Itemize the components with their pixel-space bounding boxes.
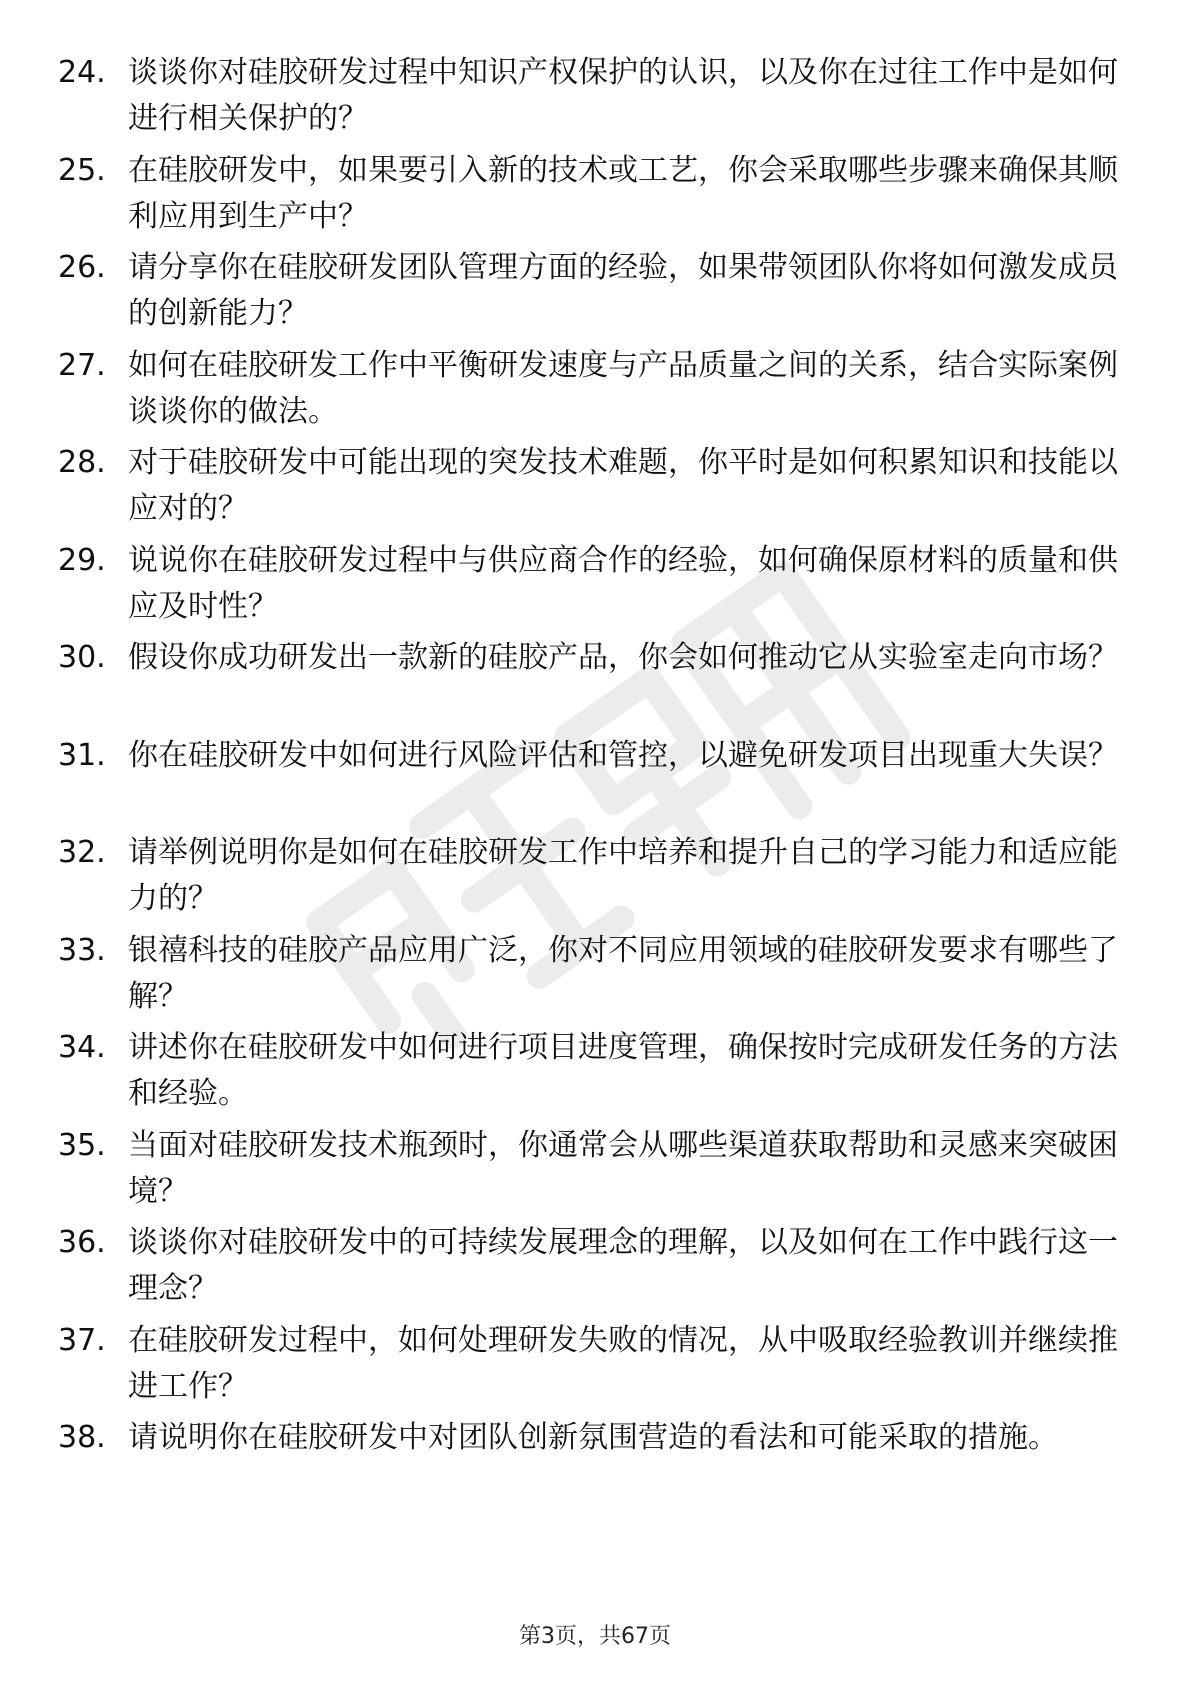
question-text: 请说明你在硅胶研发中对团队创新氛围营造的看法和可能采取的措施。	[128, 1420, 1058, 1455]
question-item	[0, 635, 1190, 733]
question-text: 在硅胶研发过程中，如何处理研发失败的情况，从中吸取经验教训并继续推进工作？	[128, 1322, 1118, 1404]
question-item	[0, 148, 1190, 246]
question-number: 31.	[58, 737, 106, 773]
question-item	[0, 1025, 1190, 1123]
question-text: 说说你在硅胶研发过程中与供应商合作的经验，如何确保原材料的质量和供应及时性？	[128, 542, 1118, 624]
question-number: 36.	[58, 1225, 106, 1260]
question-text: 当面对硅胶研发技术瓶颈时，你通常会从哪些渠道获取帮助和灵感来突破困境？	[128, 1127, 1118, 1209]
question-number: 28.	[58, 445, 106, 480]
question-item	[0, 440, 1190, 538]
question-item	[0, 733, 1190, 831]
question-number: 29.	[58, 542, 106, 578]
question-number: 24.	[58, 55, 106, 90]
question-text: 在硅胶研发中，如果要引入新的技术或工艺，你会采取哪些步骤来确保其顺利应用到生产中？	[128, 152, 1118, 234]
question-item	[0, 343, 1190, 441]
question-number: 35.	[58, 1127, 106, 1163]
question-list	[0, 50, 1190, 1513]
question-text: 讲述你在硅胶研发中如何进行项目进度管理，确保按时完成研发任务的方法和经验。	[128, 1030, 1118, 1111]
page-footer	[0, 1622, 1190, 1652]
question-text: 请举例说明你是如何在硅胶研发工作中培养和提升自己的学习能力和适应能力的？	[128, 835, 1118, 916]
question-number: 37.	[58, 1322, 106, 1358]
question-text: 谈谈你对硅胶研发中的可持续发展理念的理解，以及如何在工作中践行这一理念？	[128, 1225, 1118, 1306]
question-item	[0, 1123, 1190, 1221]
question-text: 对于硅胶研发中可能出现的突发技术难题，你平时是如何积累知识和技能以应对的？	[128, 445, 1118, 526]
question-text: 你在硅胶研发中如何进行风险评估和管控，以避免研发项目出现重大失误？	[128, 737, 1118, 773]
question-number: 33.	[58, 932, 106, 968]
question-item	[0, 538, 1190, 636]
question-number: 32.	[58, 835, 106, 870]
question-item	[0, 1415, 1190, 1513]
question-item	[0, 50, 1190, 148]
question-number: 25.	[58, 152, 106, 188]
question-number: 30.	[58, 640, 106, 675]
question-number: 26.	[58, 250, 106, 285]
question-text: 银禧科技的硅胶产品应用广泛，你对不同应用领域的硅胶研发要求有哪些了解？	[128, 932, 1118, 1014]
page-number-label: 第3页，共67页	[519, 1624, 671, 1649]
question-item	[0, 1220, 1190, 1318]
question-item	[0, 830, 1190, 928]
question-text: 如何在硅胶研发工作中平衡研发速度与产品质量之间的关系，结合实际案例谈谈你的做法。	[128, 347, 1118, 429]
question-text: 假设你成功研发出一款新的硅胶产品，你会如何推动它从实验室走向市场？	[128, 640, 1118, 675]
question-item	[0, 245, 1190, 343]
question-number: 34.	[58, 1030, 106, 1065]
question-item	[0, 1318, 1190, 1416]
question-text: 谈谈你对硅胶研发过程中知识产权保护的认识，以及你在过往工作中是如何进行相关保护的？	[128, 55, 1118, 136]
question-number: 27.	[58, 347, 106, 383]
question-number: 38.	[58, 1420, 106, 1455]
question-item	[0, 928, 1190, 1026]
question-text: 请分享你在硅胶研发团队管理方面的经验，如果带领团队你将如何激发成员的创新能力？	[128, 250, 1118, 331]
